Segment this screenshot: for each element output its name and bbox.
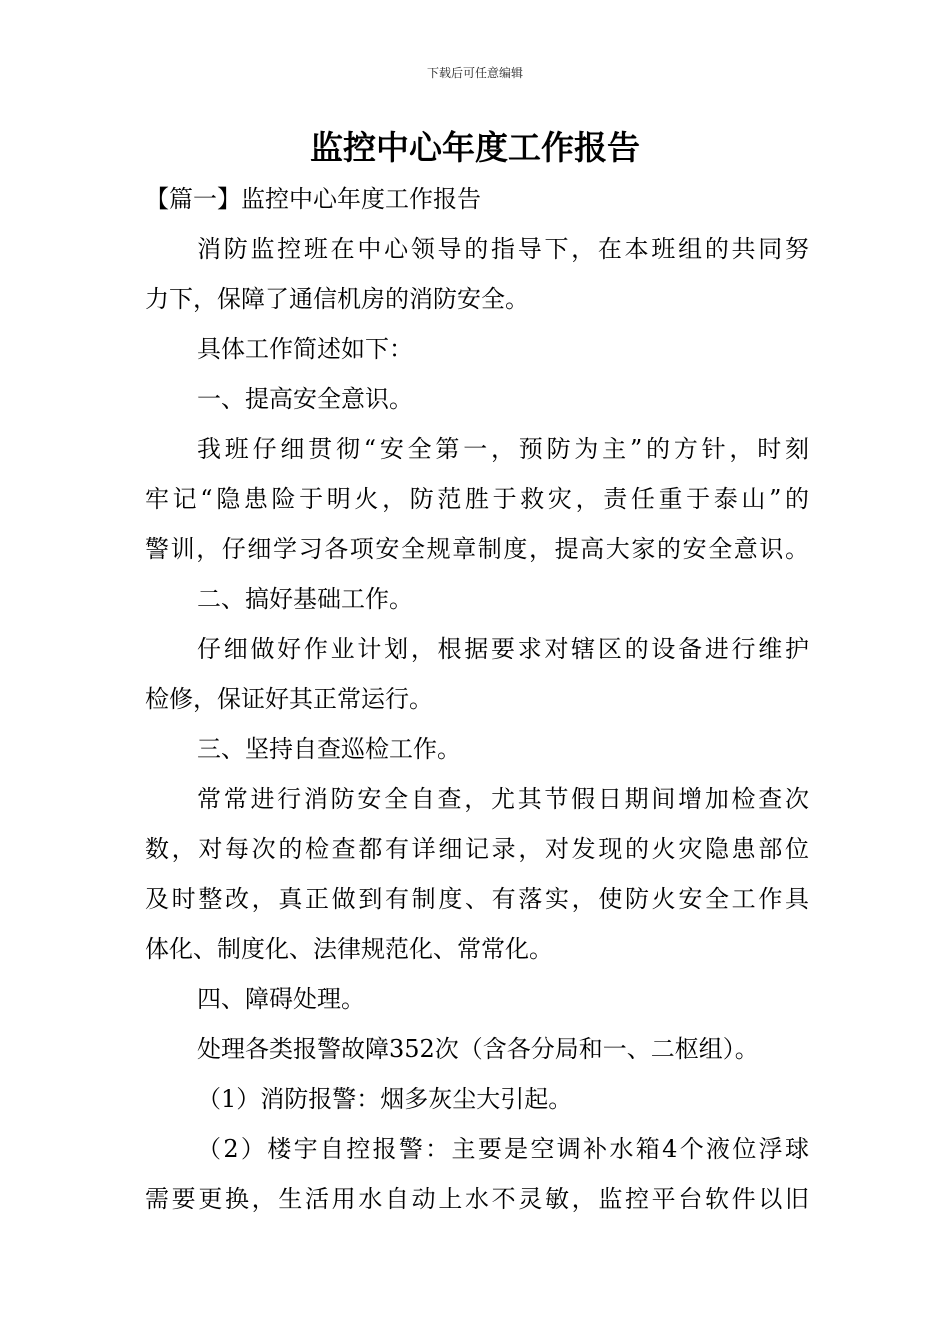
paragraph-line: 及时整改，真正做到有制度、有落实，使防火安全工作具 [145,885,809,913]
paragraph-line: 体化、制度化、法律规范化、常常化。 [145,935,553,963]
document-body [145,174,809,1224]
paragraph-line: 警训，仔细学习各项安全规章制度，提高大家的安全意识。 [145,535,809,563]
paragraph-line: 仔细做好作业计划，根据要求对辖区的设备进行维护 [197,635,809,663]
paragraph-line: 我班仔细贯彻“安全第一，预防为主”的方针，时刻 [197,435,809,463]
paragraph-lines [145,224,809,1224]
paragraph-line: （1）消防报警：烟多灰尘大引起。 [197,1085,573,1113]
paragraph-line: （2）楼宇自控报警：主要是空调补水箱4个液位浮球 [197,1135,809,1163]
paragraph-line: 处理各类报警故障352次（含各分局和一、二枢组）。 [197,1035,759,1063]
section-heading: 【篇一】监控中心年度工作报告 [145,185,481,213]
paragraph-line: 需要更换，生活用水自动上水不灵敏，监控平台软件以旧 [145,1185,809,1213]
paragraph-line: 二、搞好基础工作。 [197,585,413,613]
paragraph-line: 数，对每次的检查都有详细记录，对发现的火灾隐患部位 [145,835,809,863]
paragraph-line: 消防监控班在中心领导的指导下，在本班组的共同努 [197,235,809,263]
paragraph-line: 牢记“隐患险于明火，防范胜于救灾，责任重于泰山”的 [145,485,809,513]
paragraph-line: 具体工作简述如下： [197,335,413,363]
paragraph-line: 三、坚持自查巡检工作。 [197,735,461,763]
paragraph-line: 四、障碍处理。 [197,985,365,1013]
paragraph-line: 常常进行消防安全自查，尤其节假日期间增加检查次 [197,785,809,813]
paragraph-line: 一、提高安全意识。 [197,385,413,413]
header-note: 下载后可任意编辑 [426,66,523,80]
document-title: 监控中心年度工作报告 [310,128,640,167]
paragraph-line: 检修，保证好其正常运行。 [145,685,433,713]
paragraph-line: 力下，保障了通信机房的消防安全。 [145,285,529,313]
